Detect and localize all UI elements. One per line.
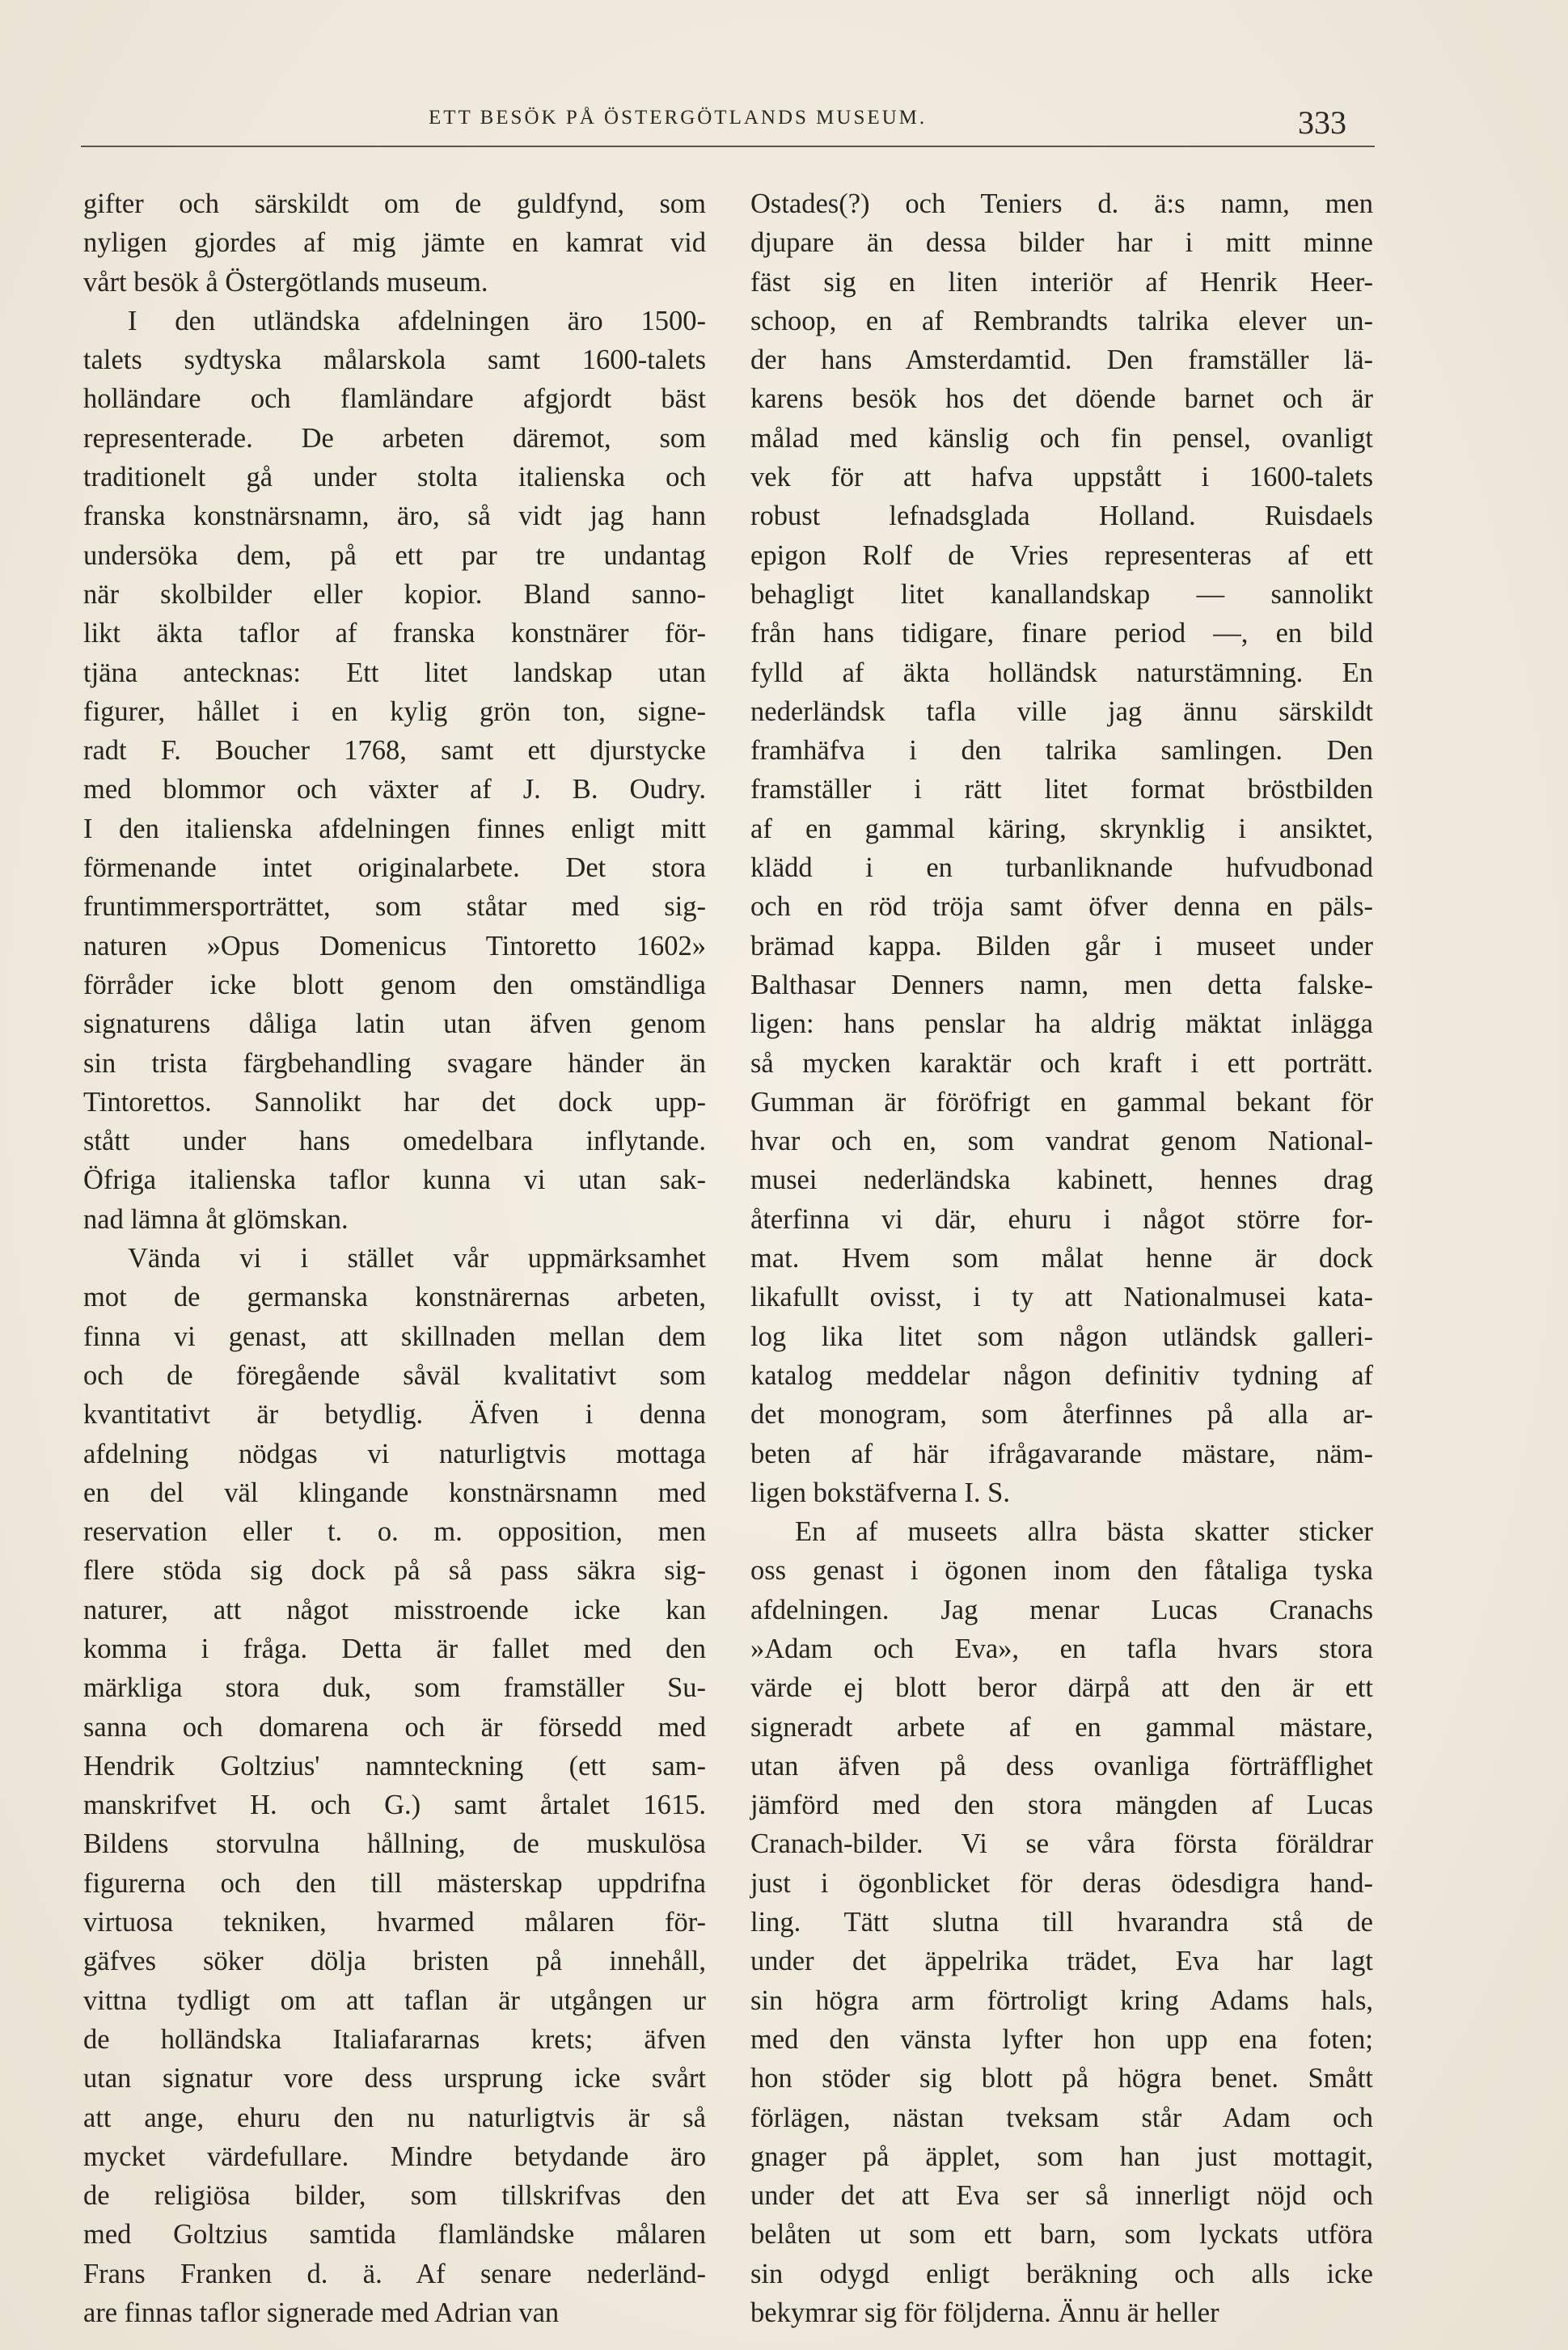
left-column-line: finna vi genast, att skillnaden mellan dem	[83, 1321, 706, 1352]
right-column-line: karens besök hos det döende barnet och är	[750, 383, 1373, 415]
right-column-line: djupare än dessa bilder har i mitt minne	[750, 227, 1373, 259]
right-column-line: klädd i en turbanliknande hufvudbonad	[750, 852, 1373, 884]
right-column-line: fylld af äkta holländsk naturstämning. En	[750, 657, 1373, 688]
left-column-line: vittna tydligt om att taflan är utgången ur	[83, 1984, 706, 2016]
right-column-line: sin odygd enligt beräkning och alls icke	[750, 2258, 1373, 2289]
left-column-line: reservation eller t. o. m. opposition, men	[83, 1516, 706, 1548]
left-column-line: mycket värdefullare. Mindre betydande äro	[83, 2141, 706, 2172]
right-column-line: mat. Hvem som målat henne är dock	[750, 1243, 1373, 1274]
left-column-line: afdelning nödgas vi naturligtvis mottaga	[83, 1438, 706, 1469]
left-column-line: Öfriga italienska taflor kunna vi utan sak-	[83, 1164, 706, 1196]
right-column-line: musei nederländska kabinett, hennes drag	[750, 1164, 1373, 1196]
left-column-line: undersöka dem, på ett par tre undantag	[83, 539, 706, 571]
right-column-line: från hans tidigare, finare period —, en bild	[750, 618, 1373, 649]
right-column-line: nederländsk tafla ville jag ännu särskildt	[750, 695, 1373, 727]
right-column-line: likafullt ovisst, i ty att Nationalmusei kata-	[750, 1282, 1373, 1313]
left-column-line: med Goltzius samtida flamländske målaren	[83, 2219, 706, 2251]
left-column-line: virtuosa tekniken, hvarmed målaren för-	[83, 1907, 706, 1938]
left-column-line: I den italienska afdelningen finnes enligt mitt	[83, 813, 706, 844]
left-column-line: holländare och flamländare afgjordt bäst	[83, 383, 706, 415]
right-column-line: af en gammal käring, skrynklig i ansiktet,	[750, 813, 1373, 844]
right-column-line: der hans Amsterdamtid. Den framställer lä-	[750, 344, 1373, 376]
left-column-line: sanna och domarena och är försedd med	[83, 1711, 706, 1743]
left-column-line: och de föregående såväl kvalitativt som	[83, 1359, 706, 1391]
running-head: ETT BESÖK PÅ ÖSTERGÖTLANDS MUSEUM.	[429, 107, 928, 129]
left-column-line: att ange, ehuru den nu naturligtvis är så	[83, 2102, 706, 2133]
left-column-line: Tintorettos. Sannolikt har det dock upp-	[83, 1086, 706, 1118]
right-column-line: förlägen, nästan tveksam står Adam och	[750, 2102, 1373, 2133]
left-column-line: fruntimmersporträttet, som ståtar med sig-	[83, 891, 706, 923]
left-column-line: gifter och särskildt om de guldfynd, som	[83, 188, 706, 219]
right-column-line: det monogram, som återfinnes på alla ar-	[750, 1399, 1373, 1431]
right-column-line: ligen bokstäfverna I. S.	[750, 1477, 1010, 1508]
right-column-line: Gumman är föröfrigt en gammal bekant för	[750, 1086, 1373, 1118]
right-column-line: epigon Rolf de Vries representeras af ett	[750, 539, 1373, 571]
right-column	[750, 184, 1373, 2332]
left-column	[83, 184, 706, 2332]
left-column-line: Bildens storvulna hållning, de muskulösa	[83, 1828, 706, 1860]
left-column-line: figurer, hållet i en kylig grön ton, signe-	[83, 695, 706, 727]
left-column-line: Frans Franken d. ä. Af senare nederländ-	[83, 2258, 706, 2289]
right-column-line: En af museets allra bästa skatter sticker	[795, 1516, 1373, 1548]
right-column-line: log lika litet som någon utländsk galleri-	[750, 1321, 1373, 1352]
left-column-line: sin trista färgbehandling svagare händer än	[83, 1047, 706, 1079]
right-column-line: just i ögonblicket för deras ödesdigra hand-	[750, 1867, 1373, 1899]
right-column-line: sin högra arm förtroligt kring Adams hals,	[750, 1984, 1373, 2016]
right-column-line: katalog meddelar någon definitiv tydning af	[750, 1359, 1373, 1391]
left-column-line: när skolbilder eller kopior. Bland sanno-	[83, 578, 706, 610]
right-column-line: med den vänsta lyfter hon upp ena foten;	[750, 2023, 1373, 2055]
right-column-line: behagligt litet kanallandskap — sannolikt	[750, 578, 1373, 610]
left-column-line: mot de germanska konstnärernas arbeten,	[83, 1282, 706, 1313]
left-column-line: flere stöda sig dock på så pass säkra sig-	[83, 1555, 706, 1587]
left-column-line: utan signatur vore dess ursprung icke svårt	[83, 2063, 706, 2094]
right-column-line: hon stöder sig blott på högra benet. Smått	[750, 2063, 1373, 2094]
right-column-line: Cranach-bilder. Vi se våra första föräldrar	[750, 1828, 1373, 1860]
right-column-line: ling. Tätt slutna till hvarandra stå de	[750, 1907, 1373, 1938]
right-column-line: beten af här ifrågavarande mästare, näm-	[750, 1438, 1373, 1469]
left-column-line: nad lämna åt glömskan.	[83, 1203, 349, 1235]
right-column-line: »Adam och Eva», en tafla hvars stora	[750, 1633, 1373, 1664]
left-column-line: kvantitativt är betydlig. Äfven i denna	[83, 1399, 706, 1431]
left-column-line: Hendrik Goltzius' namnteckning (ett sam-	[83, 1750, 706, 1782]
right-column-line: och en röd tröja samt öfver denna en päls-	[750, 891, 1373, 923]
left-column-line: tjäna antecknas: Ett litet landskap utan	[83, 657, 706, 688]
right-column-line: signeradt arbete af en gammal mästare,	[750, 1711, 1373, 1743]
left-column-line: naturer, att något misstroende icke kan	[83, 1594, 706, 1625]
left-column-line: de holländska Italiafararnas krets; äfven	[83, 2023, 706, 2055]
left-column-line: de religiösa bilder, som tillskrifvas den	[83, 2180, 706, 2212]
right-column-line: belåten ut som ett barn, som lyckats utföra	[750, 2219, 1373, 2251]
right-column-line: ligen: hans penslar ha aldrig mäktat inlägga	[750, 1008, 1373, 1040]
right-column-line: brämad kappa. Bilden går i museet under	[750, 930, 1373, 962]
header-rule	[81, 146, 1375, 147]
right-column-line: jämförd med den stora mängden af Lucas	[750, 1790, 1373, 1821]
right-column-line: vek för att hafva uppstått i 1600-talets	[750, 462, 1373, 493]
left-column-line: I den utländska afdelningen äro 1500-	[128, 305, 706, 336]
right-column-line: bekymrar sig för följderna. Ännu är heller	[750, 2297, 1219, 2329]
right-column-line: oss genast i ögonen inom den fåtaliga tyska	[750, 1555, 1373, 1587]
left-column-line: nyligen gjordes af mig jämte en kamrat vid	[83, 227, 706, 259]
right-column-line: Balthasar Denners namn, men detta falske-	[750, 969, 1373, 1000]
right-column-line: återfinna vi där, ehuru i något större for-	[750, 1203, 1373, 1235]
right-column-line: fäst sig en liten interiör af Henrik Heer-	[750, 266, 1373, 298]
left-column-line: vårt besök å Östergötlands museum.	[83, 266, 488, 298]
left-column-line: komma i fråga. Detta är fallet med den	[83, 1633, 706, 1664]
right-column-line: så mycken karaktär och kraft i ett porträtt.	[750, 1047, 1373, 1079]
left-column-line: märkliga stora duk, som framställer Su-	[83, 1672, 706, 1704]
left-column-line: gäfves söker dölja bristen på innehåll,	[83, 1946, 706, 1977]
page-header	[81, 104, 1375, 152]
left-column-line: radt F. Boucher 1768, samt ett djurstycke	[83, 735, 706, 767]
left-column-line: manskrifvet H. och G.) samt årtalet 1615.	[83, 1790, 706, 1821]
right-column-line: Ostades(?) och Teniers d. ä:s namn, men	[750, 188, 1373, 219]
left-column-line: are finnas taflor signerade med Adrian van	[83, 2297, 560, 2329]
right-column-line: målad med känslig och fin pensel, ovanligt	[750, 422, 1373, 454]
right-column-line: framhäfva i den talrika samlingen. Den	[750, 735, 1373, 767]
right-column-line: framställer i rätt litet format bröstbilden	[750, 774, 1373, 805]
right-column-line: värde ej blott beror därpå att den är ett	[750, 1672, 1373, 1704]
left-column-line: signaturens dåliga latin utan äfven genom	[83, 1008, 706, 1040]
left-column-line: förmenande intet originalarbete. Det stora	[83, 852, 706, 884]
left-column-line: Vända vi i stället vår uppmärksamhet	[128, 1243, 706, 1274]
right-column-line: gnager på äpplet, som han just mottagit,	[750, 2141, 1373, 2172]
right-column-line: robust lefnadsglada Holland. Ruisdaels	[750, 501, 1373, 532]
right-column-line: schoop, en af Rembrandts talrika elever un-	[750, 305, 1373, 336]
right-column-line: under det att Eva ser så innerligt nöjd och	[750, 2180, 1373, 2212]
left-column-line: likt äkta taflor af franska konstnärer för-	[83, 618, 706, 649]
left-column-line: traditionelt gå under stolta italienska och	[83, 462, 706, 493]
page-number: 333	[1298, 104, 1346, 141]
left-column-line: figurerna och den till mästerskap uppdrifna	[83, 1867, 706, 1899]
right-column-line: hvar och en, som vandrat genom National-	[750, 1126, 1373, 1157]
left-column-line: en del väl klingande konstnärsnamn med	[83, 1477, 706, 1508]
right-column-line: utan äfven på dess ovanliga förträfflighet	[750, 1750, 1373, 1782]
right-column-line: afdelningen. Jag menar Lucas Cranachs	[750, 1594, 1373, 1625]
right-column-line: under det äppelrika trädet, Eva har lagt	[750, 1946, 1373, 1977]
left-column-line: talets sydtyska målarskola samt 1600-talets	[83, 344, 706, 376]
left-column-line: naturen »Opus Domenicus Tintoretto 1602»	[83, 930, 706, 962]
left-column-line: franska konstnärsnamn, äro, så vidt jag hann	[83, 501, 706, 532]
left-column-line: representerade. De arbeten däremot, som	[83, 422, 706, 454]
left-column-line: förråder icke blott genom den omständliga	[83, 969, 706, 1000]
left-column-line: med blommor och växter af J. B. Oudry.	[83, 774, 706, 805]
left-column-line: stått under hans omedelbara inflytande.	[83, 1126, 706, 1157]
